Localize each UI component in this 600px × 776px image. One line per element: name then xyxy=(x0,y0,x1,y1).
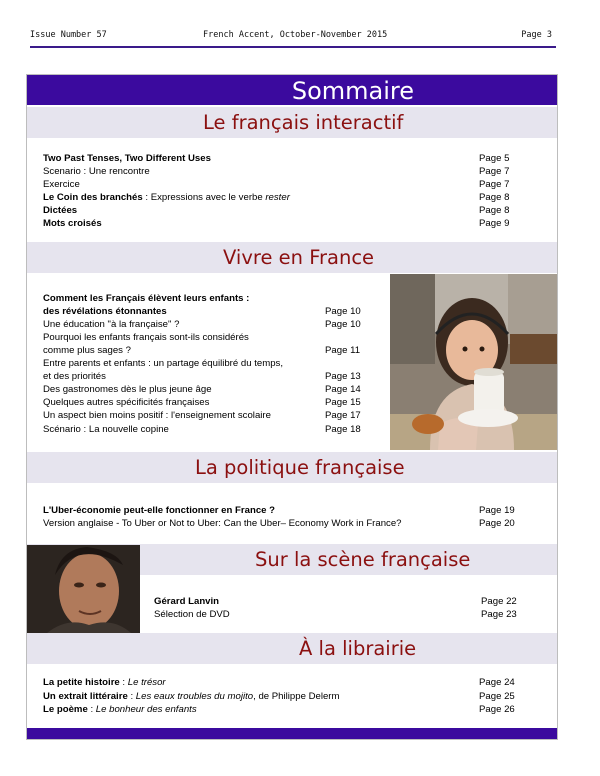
toc-page: Page 23 xyxy=(481,609,517,620)
toc-entry[interactable]: Exercice xyxy=(43,179,80,190)
toc-page: Page 8 xyxy=(479,205,510,216)
toc-page: Page 25 xyxy=(479,691,515,702)
toc-entry[interactable]: Scenario : Une rencontre xyxy=(43,166,150,177)
publication-date: French Accent, October-November 2015 xyxy=(203,30,388,40)
section-title: Sur la scène française xyxy=(255,548,471,571)
toc-entry[interactable]: Un extrait littéraire : Les eaux troubles du mojito, de Philippe Delerm xyxy=(43,691,340,702)
toc-entry[interactable]: L'Uber-économie peut-elle fonctionner en France ? xyxy=(43,505,276,516)
toc-page: Page 8 xyxy=(479,192,510,203)
gerard-lanvin-photo xyxy=(27,545,140,633)
toc-entry[interactable]: Entre parents et enfants : un partage équilibré du temps, xyxy=(43,358,283,369)
toc-entry[interactable]: et des priorités xyxy=(43,371,106,382)
toc-page: Page 18 xyxy=(325,424,361,435)
toc-page: Page 11 xyxy=(325,345,361,356)
toc-page: Page 20 xyxy=(479,518,515,529)
section-title: Vivre en France xyxy=(223,246,375,269)
toc-page: Page 7 xyxy=(479,179,510,190)
toc-entry[interactable]: Comment les Français élèvent leurs enfants : xyxy=(43,293,250,304)
toc-page: Page 5 xyxy=(479,153,510,164)
toc-entry[interactable]: Dictées xyxy=(43,205,78,216)
page-number: Page 3 xyxy=(521,30,552,40)
section-header-francais-interactif xyxy=(27,107,557,138)
toc-entry[interactable]: Une éducation "à la française" ? xyxy=(43,319,180,330)
toc-page: Page 14 xyxy=(325,384,361,395)
toc-page: Page 24 xyxy=(479,677,515,688)
toc-entry[interactable]: des révélations étonnantes xyxy=(43,306,167,317)
toc-page: Page 22 xyxy=(481,596,517,607)
toc-page: Page 10 xyxy=(325,306,361,317)
bottom-band xyxy=(27,728,557,739)
toc-entry[interactable]: Pourquoi les enfants français sont-ils considérés xyxy=(43,332,249,343)
toc-entry[interactable]: Mots croisés xyxy=(43,218,102,229)
toc-entry[interactable]: Quelques autres spécificités françaises xyxy=(43,397,210,408)
page-title: Sommaire xyxy=(291,77,414,105)
running-header xyxy=(30,28,556,46)
toc-entry[interactable]: Le poème : Le bonheur des enfants xyxy=(43,704,197,715)
section-header-vivre-en-france xyxy=(27,242,557,273)
section-header-librairie xyxy=(27,633,557,664)
toc-entry[interactable]: Two Past Tenses, Two Different Uses xyxy=(43,153,211,164)
toc-entry[interactable]: Des gastronomes dès le plus jeune âge xyxy=(43,384,212,395)
toc-page: Page 10 xyxy=(325,319,361,330)
toc-entry[interactable]: Le Coin des branchés : Expressions avec le verbe rester xyxy=(43,192,290,203)
toc-page: Page 15 xyxy=(325,397,361,408)
toc-page: Page 7 xyxy=(479,166,510,177)
toc-entry[interactable]: Sélection de DVD xyxy=(154,609,230,620)
toc-entry[interactable]: Gérard Lanvin xyxy=(154,596,220,607)
toc-page: Page 13 xyxy=(325,371,361,382)
toc-entry[interactable]: Version anglaise - To Uber or Not to Uber: Can the Uber– Economy Work in France? xyxy=(43,518,402,529)
contents-frame xyxy=(26,74,558,740)
section-title: À la librairie xyxy=(299,637,417,660)
toc-entry[interactable]: comme plus sages ? xyxy=(43,345,131,356)
toc-entry[interactable]: La petite histoire : Le trésor xyxy=(43,677,166,688)
section-title: La politique française xyxy=(195,456,405,479)
toc-page: Page 17 xyxy=(325,410,361,421)
toc-page: Page 26 xyxy=(479,704,515,715)
title-band xyxy=(27,75,557,105)
section-title: Le français interactif xyxy=(203,111,404,134)
issue-number: Issue Number 57 xyxy=(30,30,107,40)
toc-page: Page 19 xyxy=(479,505,515,516)
child-photo xyxy=(390,274,557,450)
toc-page: Page 9 xyxy=(479,218,510,229)
header-rule xyxy=(30,46,556,48)
toc-entry[interactable]: Scénario : La nouvelle copine xyxy=(43,424,169,435)
section-header-politique-francaise xyxy=(27,452,557,483)
toc-entry[interactable]: Un aspect bien moins positif : l'enseignement scolaire xyxy=(43,410,271,421)
